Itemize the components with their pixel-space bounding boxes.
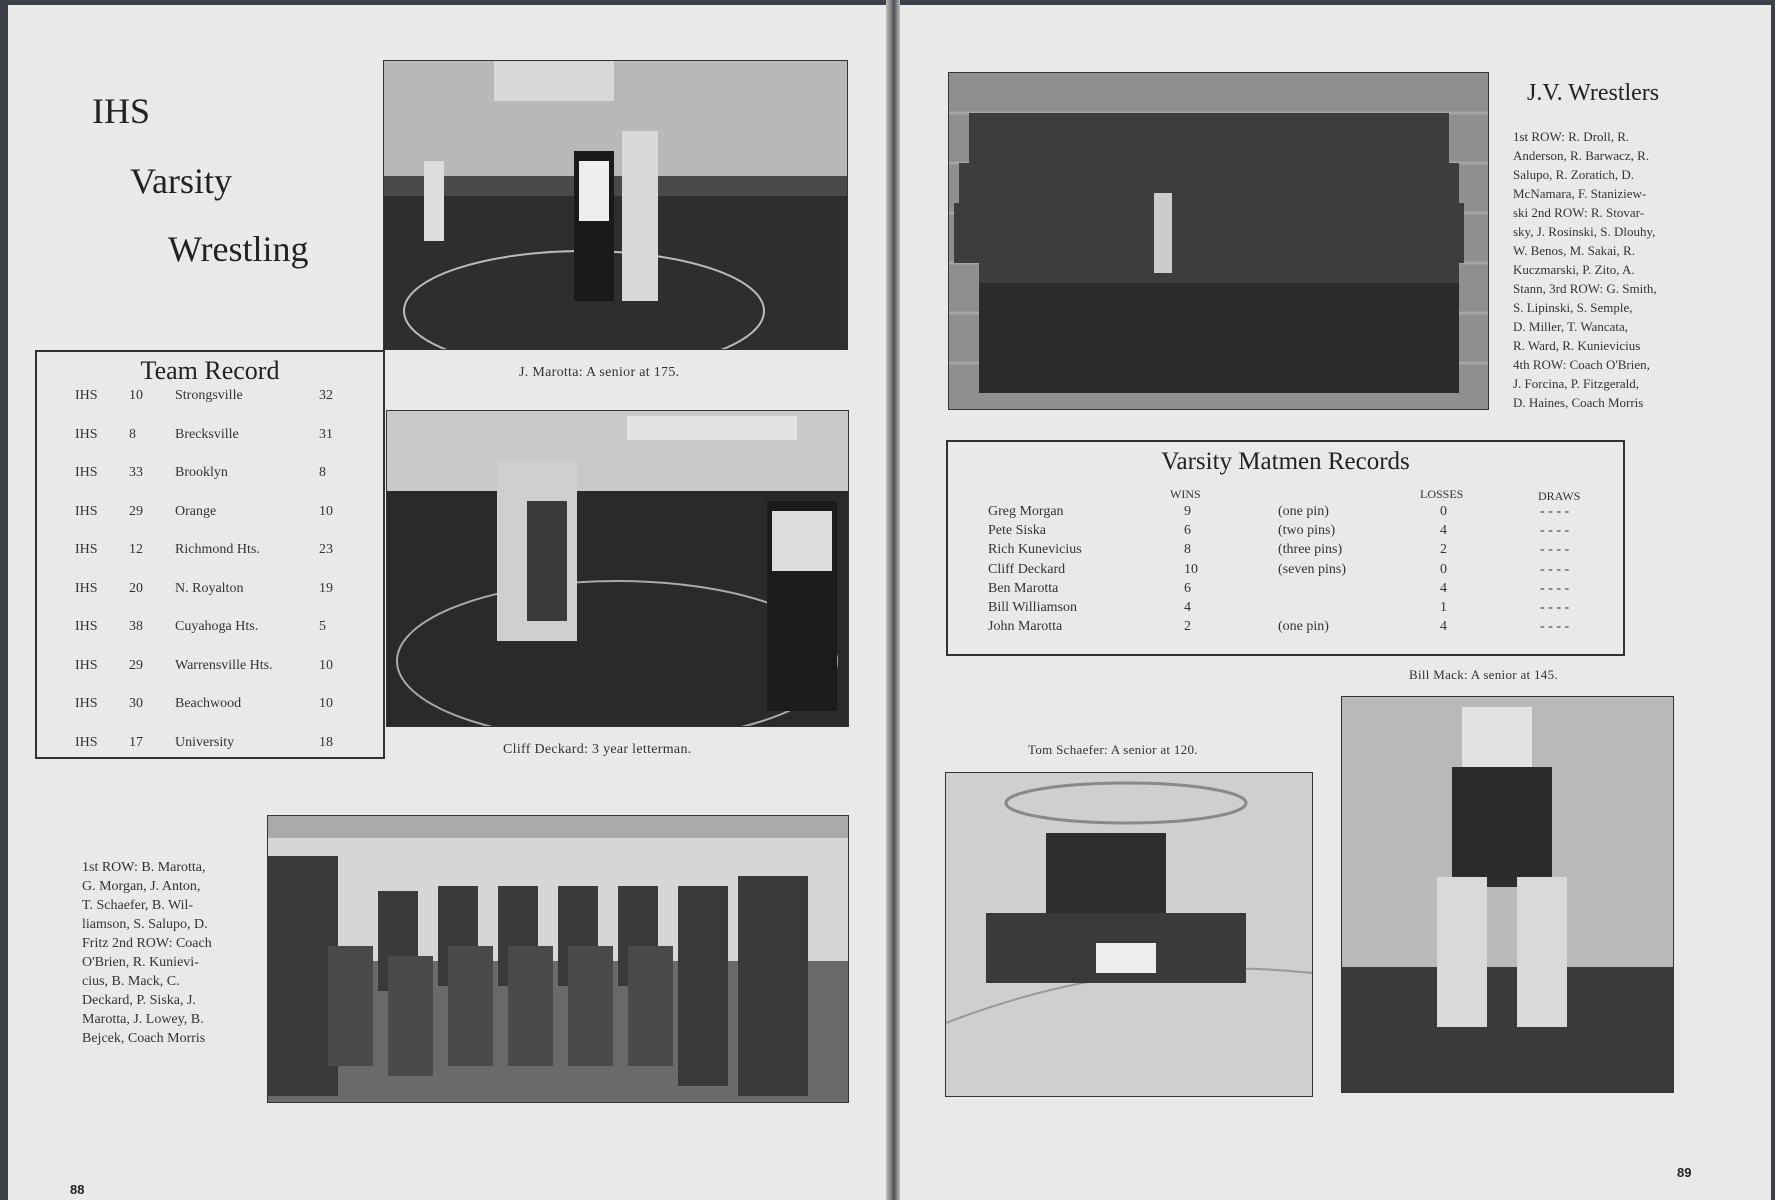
jv-names-line: J. Forcina, P. Fitzgerald,	[1513, 376, 1640, 391]
matmen-wins: 10	[1184, 561, 1198, 577]
matmen-draws: - - - -	[1540, 580, 1570, 596]
team-record-score: 20	[129, 580, 143, 596]
photo-jv-team	[948, 72, 1489, 410]
matmen-draws: - - - -	[1540, 600, 1570, 615]
book-gutter	[886, 0, 900, 1200]
photo-cliff-deckard	[386, 410, 849, 727]
page-number-left: 88	[70, 1182, 85, 1197]
matmen-wins: 6	[1184, 523, 1191, 539]
caption-tom-schaefer: Tom Schaefer: A senior at 120.	[1028, 742, 1198, 757]
title-ihs: IHS	[92, 91, 151, 131]
team-record-opponent-score: 10	[319, 696, 333, 711]
jv-names-line: D. Haines, Coach Morris	[1513, 395, 1644, 410]
team-record-opponent: Richmond Hts.	[175, 542, 260, 557]
varsity-names-line: cius, B. Mack, C.	[82, 974, 180, 989]
matmen-wins: 8	[1184, 542, 1191, 558]
matmen-row	[948, 504, 1623, 522]
jv-names-line: ski 2nd ROW: R. Stovar-	[1513, 205, 1645, 220]
jv-names-line: W. Benos, M. Sakai, R.	[1513, 243, 1635, 258]
team-record-score: 38	[129, 619, 143, 634]
varsity-names-line: liamson, S. Salupo, D.	[82, 917, 208, 932]
matmen-row	[948, 600, 1623, 618]
team-record-opponent: Brecksville	[175, 426, 239, 442]
matmen-name: Greg Morgan	[988, 504, 1064, 519]
page-number-right: 89	[1677, 1165, 1692, 1180]
matmen-records-box	[946, 440, 1625, 656]
matmen-name: Rich Kunevicius	[988, 542, 1082, 558]
caption-cliff-deckard: Cliff Deckard: 3 year letterman.	[503, 742, 692, 757]
varsity-names-line: T. Schaefer, B. Wil-	[82, 898, 194, 913]
team-record-row	[37, 658, 383, 678]
varsity-names-line: Fritz 2nd ROW: Coach	[82, 936, 212, 951]
matmen-wins: 4	[1184, 600, 1191, 615]
matmen-title: Varsity Matmen Records	[1161, 448, 1410, 475]
team-record-score: 8	[129, 426, 136, 442]
team-record-opponent: Brooklyn	[175, 465, 228, 480]
team-record-opponent-score: 8	[319, 465, 326, 480]
matmen-name: Pete Siska	[988, 523, 1046, 539]
team-record-team: IHS	[75, 426, 98, 442]
title-varsity: Varsity	[130, 161, 232, 201]
jv-team-names	[1513, 127, 1693, 412]
jv-names-line: Salupo, R. Zoratich, D.	[1513, 167, 1634, 182]
team-record-opponent: N. Royalton	[175, 580, 244, 596]
jv-names-line: D. Miller, T. Wancata,	[1513, 319, 1629, 334]
matmen-draws: - - - -	[1540, 619, 1570, 635]
team-record-team: IHS	[75, 503, 98, 519]
matmen-row	[948, 542, 1623, 560]
jv-names-line: sky, J. Rosinski, S. Dlouhy,	[1513, 224, 1656, 239]
jv-names-line: McNamara, F. Staniziew-	[1513, 186, 1647, 201]
varsity-names-line: Bejcek, Coach Morris	[82, 1031, 206, 1046]
title-wrestling: Wrestling	[168, 229, 309, 269]
matmen-losses: 4	[1440, 580, 1447, 596]
photo-varsity-team	[267, 815, 849, 1103]
matmen-name: Ben Marotta	[988, 580, 1059, 596]
team-record-opponent: Cuyahoga Hts.	[175, 619, 259, 634]
varsity-names-line: Deckard, P. Siska, J.	[82, 993, 196, 1008]
matmen-pins-note: (seven pins)	[1278, 561, 1347, 577]
team-record-opponent-score: 18	[319, 734, 333, 750]
team-record-opponent-score: 31	[319, 426, 333, 442]
matmen-wins: 9	[1184, 504, 1191, 519]
jv-names-line: Kuczmarski, P. Zito, A.	[1513, 262, 1635, 277]
matmen-losses: 4	[1440, 619, 1447, 635]
matmen-losses: 4	[1440, 523, 1447, 539]
team-record-box	[35, 350, 385, 759]
team-record-score: 29	[129, 503, 143, 519]
matmen-pins-note: (one pin)	[1278, 504, 1329, 519]
matmen-row	[948, 523, 1623, 541]
team-record-score: 29	[129, 657, 143, 673]
varsity-names-line: 1st ROW: B. Marotta,	[82, 860, 206, 875]
jv-names-line: S. Lipinski, S. Semple,	[1513, 300, 1633, 315]
team-record-row	[37, 427, 383, 447]
matmen-draws: - - - -	[1540, 523, 1570, 539]
matmen-pins-note: (two pins)	[1278, 523, 1336, 539]
varsity-names-line: G. Morgan, J. Anton,	[82, 879, 201, 894]
team-record-opponent-score: 32	[319, 388, 333, 403]
team-record-opponent-score: 19	[319, 580, 333, 596]
team-record-row	[37, 388, 383, 408]
team-record-opponent: Orange	[175, 503, 217, 519]
matmen-losses: 0	[1440, 504, 1447, 519]
team-record-opponent-score: 10	[319, 503, 333, 519]
varsity-names-line: Marotta, J. Lowey, B.	[82, 1012, 204, 1027]
team-record-team: IHS	[75, 619, 98, 634]
matmen-losses: 0	[1440, 561, 1447, 577]
team-record-score: 30	[129, 696, 143, 711]
team-record-row	[37, 465, 383, 485]
matmen-pins-note: (one pin)	[1278, 619, 1329, 635]
jv-names-line: R. Ward, R. Kunievicius	[1513, 338, 1641, 353]
varsity-names-line: O'Brien, R. Kunievi-	[82, 955, 199, 970]
team-record-row	[37, 504, 383, 524]
team-record-team: IHS	[75, 542, 98, 557]
matmen-losses: 1	[1440, 600, 1447, 615]
matmen-pins-note: (three pins)	[1278, 542, 1343, 558]
team-record-row	[37, 581, 383, 601]
matmen-draws: - - - -	[1540, 542, 1570, 558]
team-record-row	[37, 696, 383, 716]
caption-j-marotta: J. Marotta: A senior at 175.	[519, 365, 680, 380]
team-record-score: 10	[129, 388, 143, 403]
matmen-draws: - - - -	[1540, 561, 1570, 577]
team-record-team: IHS	[75, 696, 98, 711]
team-record-row	[37, 542, 383, 562]
matmen-draws: - - - -	[1540, 504, 1570, 519]
team-record-team: IHS	[75, 734, 98, 750]
team-record-title: Team Record	[140, 356, 280, 385]
photo-tom-schaefer	[945, 772, 1313, 1097]
photo-j-marotta	[383, 60, 848, 350]
team-record-team: IHS	[75, 580, 98, 596]
team-record-score: 12	[129, 542, 143, 557]
photo-bill-mack	[1341, 696, 1674, 1093]
jv-names-line: Stann, 3rd ROW: G. Smith,	[1513, 281, 1657, 296]
team-record-opponent: Beachwood	[175, 696, 242, 711]
jv-names-line: 4th ROW: Coach O'Brien,	[1513, 357, 1650, 372]
matmen-header-draws: DRAWS	[1538, 489, 1581, 503]
jv-names-line: 1st ROW: R. Droll, R.	[1513, 129, 1630, 144]
matmen-header-losses: LOSSES	[1420, 487, 1464, 501]
team-record-opponent: Strongsville	[175, 388, 243, 403]
team-record-opponent-score: 10	[319, 657, 333, 673]
matmen-row	[948, 562, 1623, 580]
varsity-team-names	[82, 858, 252, 1048]
jv-names-line: Anderson, R. Barwacz, R.	[1513, 148, 1650, 163]
team-record-opponent: Warrensville Hts.	[175, 657, 273, 673]
team-record-row	[37, 619, 383, 639]
matmen-name: Bill Williamson	[988, 600, 1078, 615]
matmen-wins: 2	[1184, 619, 1191, 635]
team-record-team: IHS	[75, 388, 98, 403]
team-record-team: IHS	[75, 657, 98, 673]
team-record-score: 17	[129, 734, 143, 750]
matmen-row	[948, 581, 1623, 599]
team-record-row	[37, 735, 383, 755]
matmen-header-wins: WINS	[1170, 487, 1201, 501]
matmen-row	[948, 619, 1623, 637]
matmen-name: Cliff Deckard	[988, 561, 1066, 577]
team-record-opponent-score: 5	[319, 619, 326, 634]
jv-title: J.V. Wrestlers	[1527, 80, 1660, 106]
matmen-wins: 6	[1184, 580, 1191, 596]
team-record-team: IHS	[75, 465, 98, 480]
team-record-score: 33	[129, 465, 143, 480]
caption-bill-mack: Bill Mack: A senior at 145.	[1409, 667, 1558, 682]
team-record-opponent-score: 23	[319, 542, 333, 557]
team-record-opponent: University	[175, 734, 235, 750]
matmen-name: John Marotta	[988, 619, 1063, 635]
matmen-losses: 2	[1440, 542, 1447, 558]
